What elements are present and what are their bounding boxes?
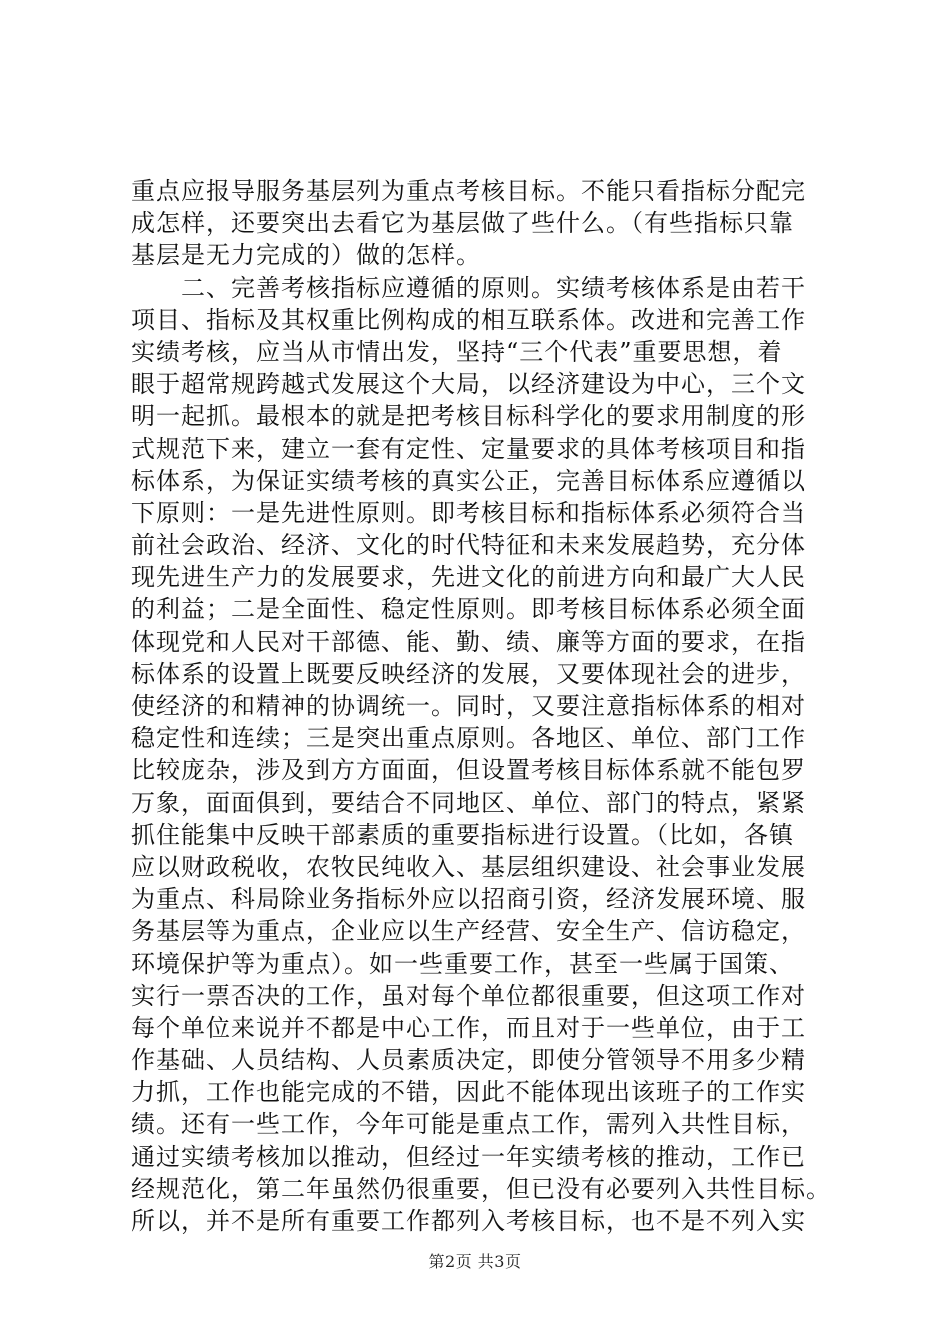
- text-line: 力抓，工作也能完成的不错，因此不能体现出该班子的工作实: [131, 1078, 806, 1107]
- text-line: 比较庞杂，涉及到方方面面，但设置考核目标体系就不能包罗: [131, 756, 806, 785]
- text-line: 实绩考核，应当从市情出发，坚持“三个代表”重要思想，着: [131, 337, 783, 366]
- text-line: 为重点、科局除业务指标外应以招商引资，经济发展环境、服: [131, 885, 806, 914]
- text-line: 使经济的和精神的协调统一。同时，又要注意指标体系的相对: [131, 692, 806, 720]
- text-line: 万象，面面俱到，要结合不同地区、单位、部门的特点，紧紧: [131, 788, 806, 817]
- text-line: 重点应报导服务基层列为重点考核目标。不能只看指标分配完: [131, 177, 806, 205]
- text-line: 所以，并不是所有重要工作都列入考核目标，也不是不列入实: [131, 1207, 806, 1235]
- text-line: 的利益；二是全面性、稳定性原则。即考核目标体系必须全面: [131, 595, 806, 624]
- text-line: 稳定性和连续；三是突出重点原则。各地区、单位、部门工作: [131, 724, 806, 753]
- text-line: 每个单位来说并不都是中心工作，而且对于一些单位，由于工: [131, 1013, 806, 1042]
- body-text: [131, 175, 831, 1237]
- text-line: 标体系的设置上既要反映经济的发展，又要体现社会的进步，: [131, 659, 806, 688]
- text-line: 明一起抓。最根本的就是把考核目标科学化的要求用制度的形: [131, 402, 806, 431]
- page-footer: [0, 1252, 950, 1272]
- text-line: 项目、指标及其权重比例构成的相互联系体。改进和完善工作: [131, 305, 806, 334]
- text-line: 现先进生产力的发展要求，先进文化的前进方向和最广大人民: [131, 563, 806, 592]
- text-line: 成怎样，还要突出去看它为基层做了些什么。（有些指标只靠: [131, 209, 794, 238]
- text-line: 眼于超常规跨越式发展这个大局，以经济建设为中心，三个文: [131, 370, 806, 399]
- text-line: 实行一票否决的工作，虽对每个单位都很重要，但这项工作对: [131, 981, 806, 1010]
- text-line: 下原则：一是先进性原则。即考核目标和指标体系必须符合当: [131, 498, 806, 527]
- text-line: 体现党和人民对干部德、能、勤、绩、廉等方面的要求，在指: [131, 627, 806, 656]
- text-line: 应以财政税收，农牧民纯收入、基层组织建设、社会事业发展: [131, 852, 806, 881]
- text-line: 基层是无力完成的）做的怎样。: [131, 241, 481, 270]
- text-line: 务基层等为重点，企业应以生产经营、安全生产、信访稳定，: [131, 917, 806, 946]
- text-line: 绩。还有一些工作，今年可能是重点工作，需列入共性目标，: [131, 1110, 806, 1139]
- page-number: 第2页 共3页: [428, 1252, 522, 1271]
- text-line: 环境保护等为重点）。如一些重要工作，甚至一些属于国策、: [131, 949, 794, 978]
- text-line: 前社会政治、经济、文化的时代特征和未来发展趋势，充分体: [131, 531, 806, 560]
- text-line: 通过实绩考核加以推动，但经过一年实绩考核的推动，工作已: [131, 1142, 806, 1171]
- text-line: 经规范化，第二年虽然仍很重要，但已没有必要列入共性目标。: [131, 1174, 831, 1203]
- text-line: 作基础、人员结构、人员素质决定，即使分管领导不用多少精: [131, 1046, 806, 1075]
- text-line: 式规范下来，建立一套有定性、定量要求的具体考核项目和指: [131, 434, 806, 463]
- text-line: 抓住能集中反映干部素质的重要指标进行设置。（比如，各镇: [131, 820, 794, 849]
- text-line: 标体系，为保证实绩考核的真实公正，完善目标体系应遵循以: [131, 466, 806, 495]
- text-line: 二、完善考核指标应遵循的原则。实绩考核体系是由若干: [131, 273, 806, 302]
